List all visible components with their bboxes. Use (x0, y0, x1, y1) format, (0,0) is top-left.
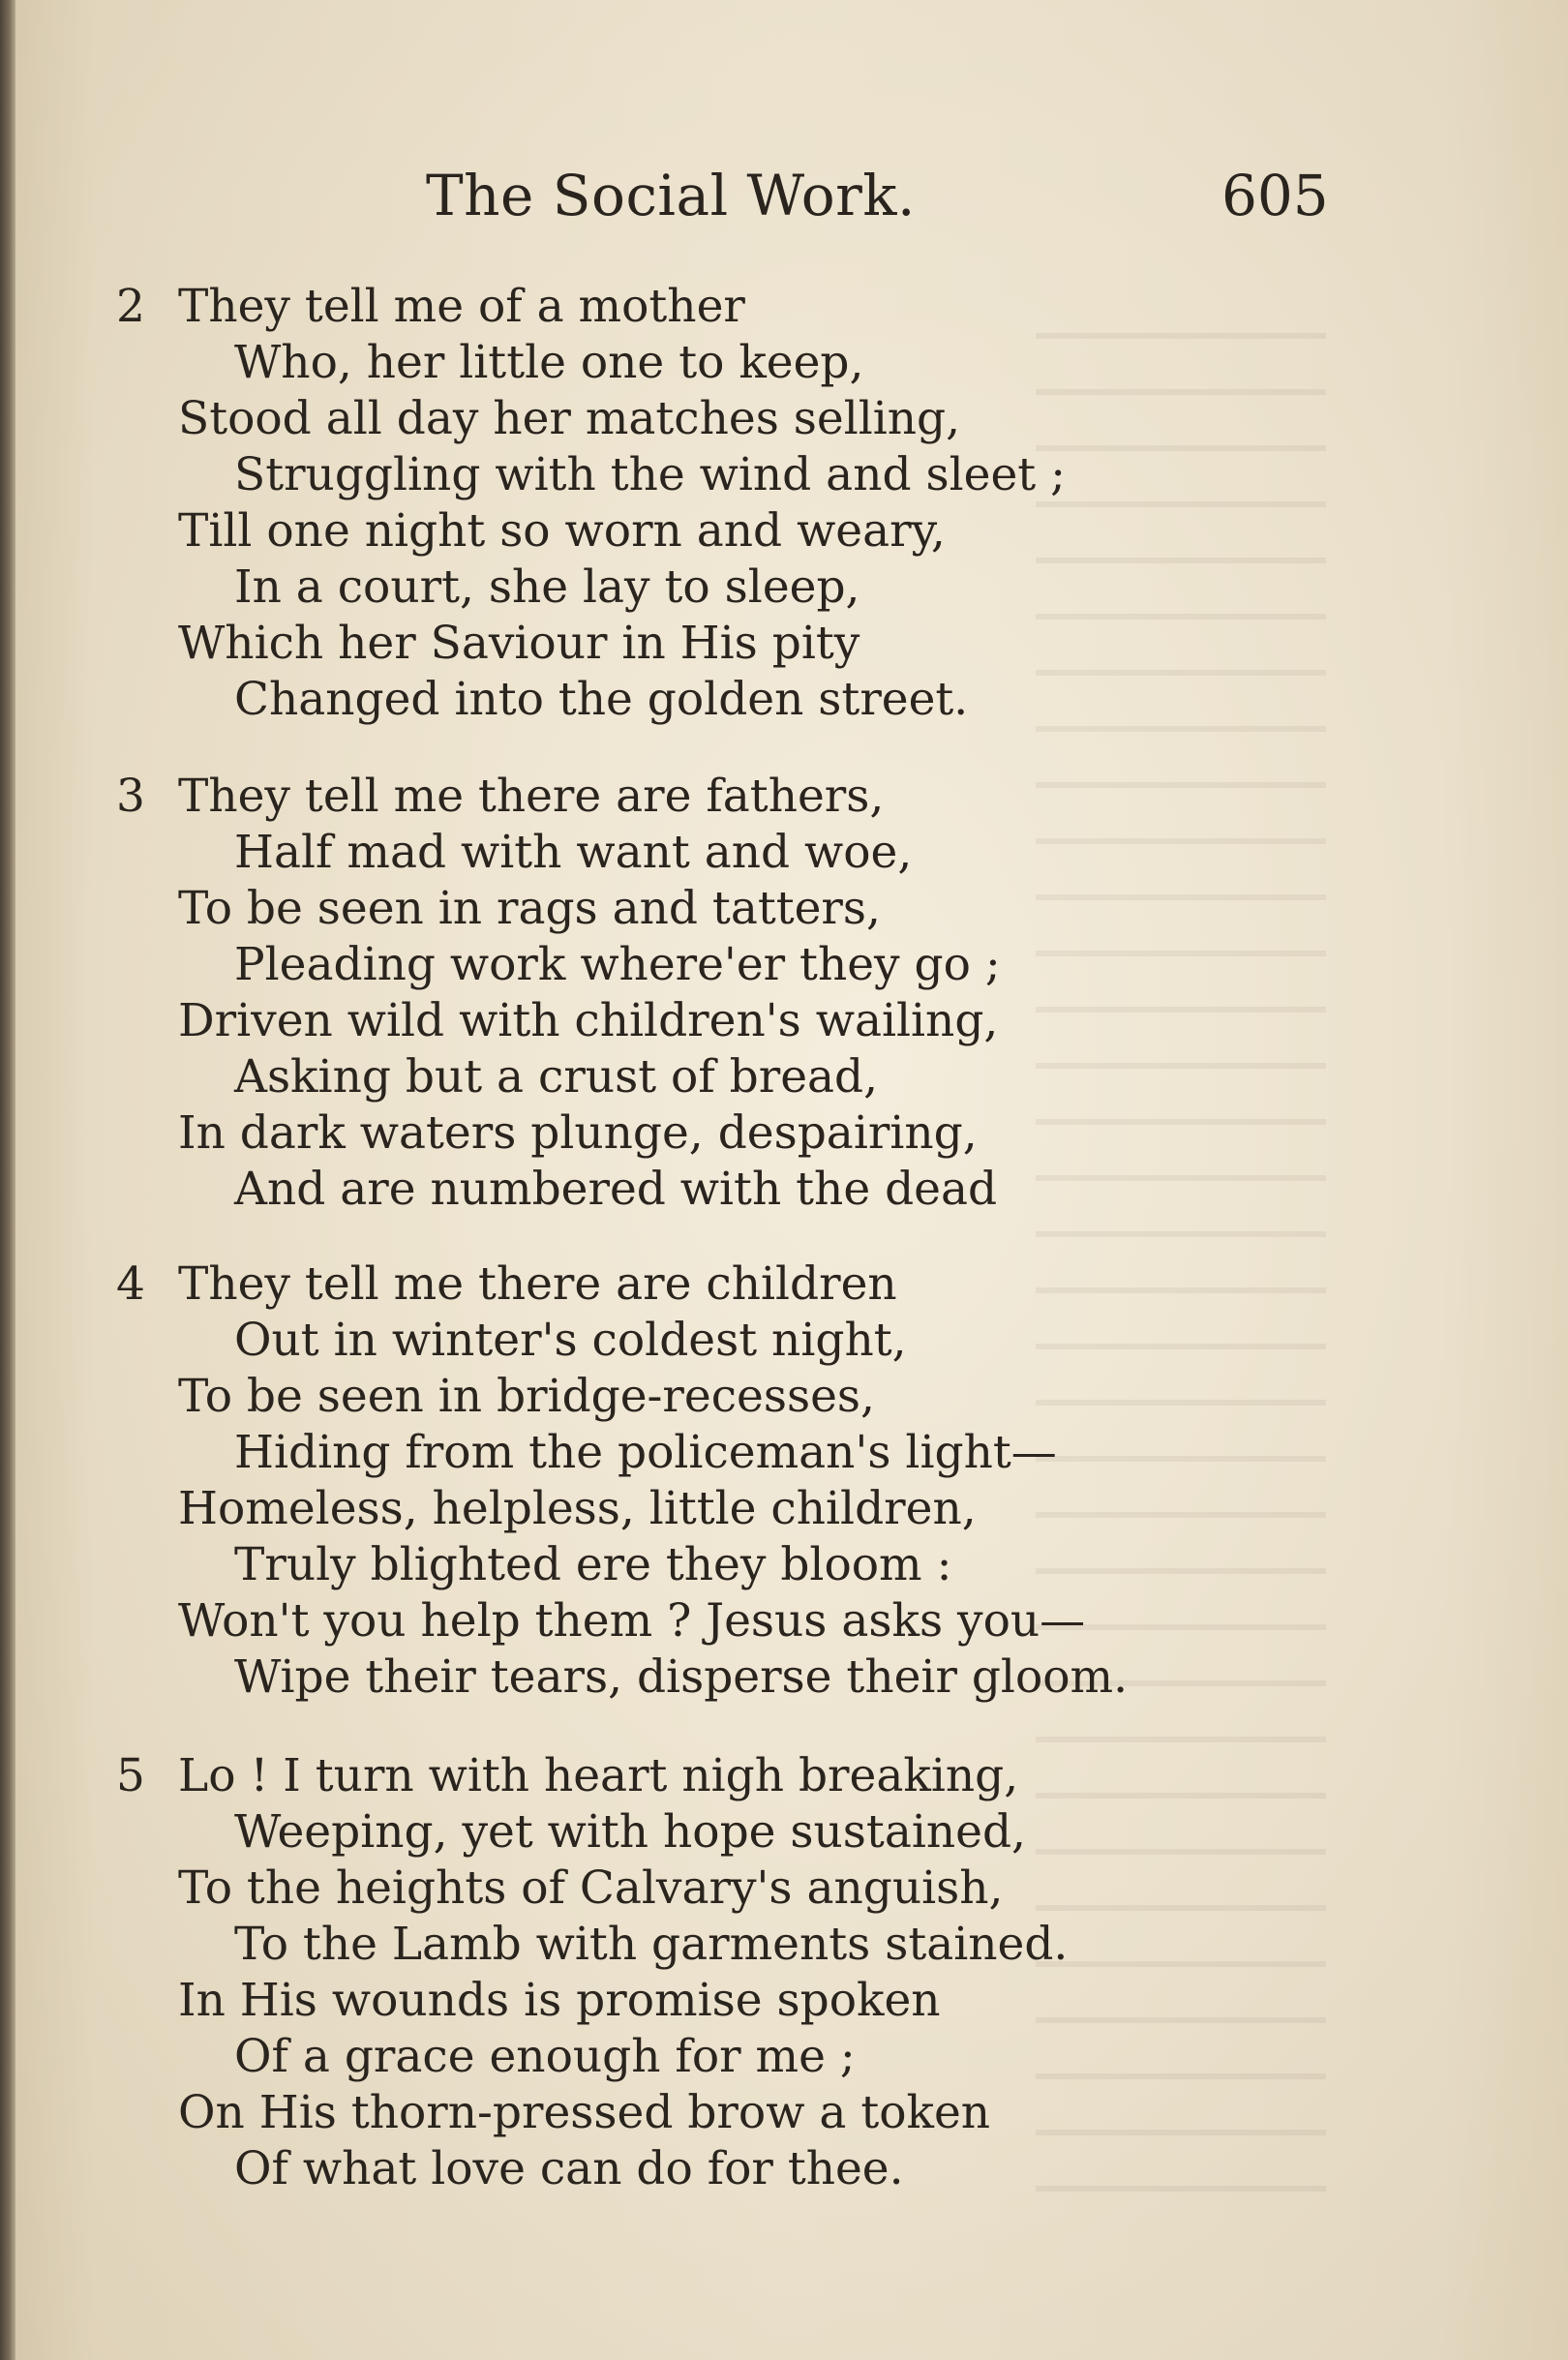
verse-line-text: They tell me there are children (178, 1257, 897, 1311)
verse-line-text: Truly blighted ere they bloom : (234, 1538, 952, 1591)
verse-line-text: Struggling with the wind and sleet ; (234, 448, 1066, 501)
verse-line (116, 391, 1278, 447)
verse-line-text: Changed into the golden street. (234, 673, 969, 726)
verse-line (116, 769, 1278, 825)
verse-line (116, 825, 1278, 881)
verse-line (116, 1162, 1278, 1218)
verse-line (116, 335, 1278, 391)
verse-line-text: On His thorn-pressed brow a token (178, 2086, 991, 2139)
book-spine-edge (0, 0, 15, 2360)
verse-line-text: Which her Saviour in His pity (178, 617, 860, 670)
verse-line (116, 1593, 1278, 1649)
verse-line (116, 1049, 1278, 1105)
verse-line (116, 560, 1278, 616)
verse-line (116, 279, 1278, 335)
verse-line (116, 1105, 1278, 1162)
verse-line-text: Stood all day her matches selling, (178, 392, 961, 445)
verse-line-text: Hiding from the policeman's light— (234, 1426, 1057, 1479)
verse-line (116, 503, 1278, 560)
verse-line (116, 672, 1278, 728)
stanza-number: 3 (116, 770, 145, 823)
verse-line-text: And are numbered with the dead (234, 1163, 998, 1216)
verse-line (116, 1369, 1278, 1425)
verse-line (116, 1917, 1278, 1973)
verse-line (116, 1537, 1278, 1593)
verse-line (116, 2085, 1278, 2141)
verse-line (116, 1481, 1278, 1537)
verse-line-text: Out in winter's coldest night, (234, 1314, 907, 1367)
verse-line (116, 1973, 1278, 2029)
stanza-2 (116, 279, 1278, 728)
stanza-number: 2 (116, 280, 145, 333)
page-header (0, 163, 1568, 240)
verse-line-text: Pleading work where'er they go ; (234, 938, 1001, 991)
verse-line (116, 1256, 1278, 1313)
verse-line-text: In His wounds is promise spoken (178, 1974, 941, 2027)
verse-line (116, 1649, 1278, 1706)
verse-line-text: To be seen in rags and tatters, (178, 882, 881, 935)
verse-line-text: Weeping, yet with hope sustained, (234, 1805, 1026, 1859)
verse-line-text: Who, her little one to keep, (234, 336, 864, 389)
page-number: 605 (1221, 163, 1329, 228)
verse-line (116, 2029, 1278, 2085)
verse-line-text: In dark waters plunge, despairing, (178, 1106, 978, 1160)
verse-line (116, 1861, 1278, 1917)
verse-line-text: Asking but a crust of bread, (234, 1050, 879, 1104)
verse-line (116, 447, 1278, 503)
stanza-number: 5 (116, 1749, 145, 1802)
verse-line (116, 937, 1278, 993)
verse-line-text: Lo ! I turn with heart nigh breaking, (178, 1749, 1019, 1802)
verse-line-text: They tell me there are fathers, (178, 770, 885, 823)
verse-line (116, 993, 1278, 1049)
verse-line-text: In a court, she lay to sleep, (234, 560, 860, 614)
verse-line-text: Wipe their tears, disperse their gloom. (234, 1650, 1129, 1704)
verse-line-text: Homeless, helpless, little children, (178, 1482, 977, 1535)
verse-line-text: Half mad with want and woe, (234, 826, 913, 879)
verse-line-text: Won't you help them ? Jesus asks you— (178, 1594, 1086, 1648)
verse-line (116, 1748, 1278, 1804)
verse-line (116, 881, 1278, 937)
verse-line (116, 1804, 1278, 1861)
verse-line-text: Of what love can do for thee. (234, 2142, 904, 2195)
running-title: The Social Work. (426, 163, 916, 228)
verse-line-text: Of a grace enough for me ; (234, 2030, 856, 2083)
verse-line (116, 1313, 1278, 1369)
stanza-number: 4 (116, 1257, 145, 1311)
stanza-3 (116, 769, 1278, 1218)
verse-line-text: They tell me of a mother (178, 280, 745, 333)
verse-line-text: To be seen in bridge-recesses, (178, 1370, 875, 1423)
stanza-5 (116, 1748, 1278, 2197)
verse-line (116, 2141, 1278, 2197)
stanza-4 (116, 1256, 1278, 1706)
verse-line-text: Till one night so worn and weary, (178, 504, 946, 558)
verse-line-text: To the heights of Calvary's anguish, (178, 1861, 1004, 1915)
verse-line-text: Driven wild with children's wailing, (178, 994, 999, 1047)
verse-line-text: To the Lamb with garments stained. (234, 1918, 1069, 1971)
verse-line (116, 1425, 1278, 1481)
verse-line (116, 616, 1278, 672)
